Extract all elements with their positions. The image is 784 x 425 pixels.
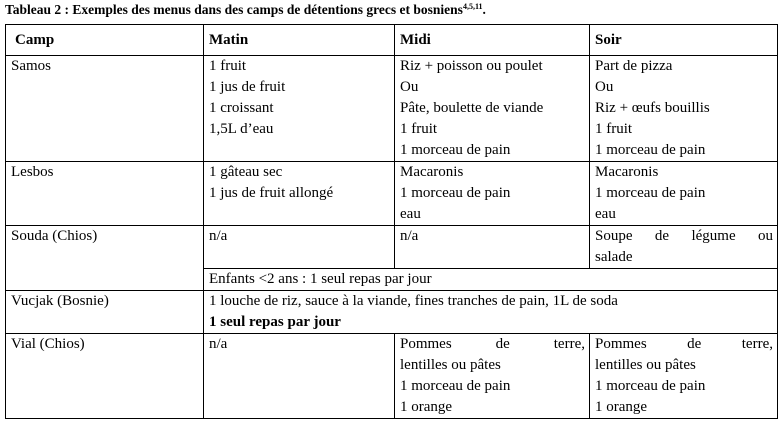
samos-midi-line: Ou <box>400 79 419 95</box>
lesbos-soir-line: Macaronis <box>595 164 659 180</box>
header-camp: Camp <box>6 25 204 56</box>
souda-soir-line: salade <box>595 249 633 265</box>
lesbos-matin-line: 1 gâteau sec <box>209 164 283 180</box>
samos-soir-line: Part de pizza <box>595 58 673 74</box>
samos-soir-line: Riz + œufs bouillis <box>595 100 710 116</box>
vucjak-menu-note: 1 seul repas par jour <box>209 314 341 330</box>
souda-note: Enfants <2 ans : 1 seul repas par jour <box>204 269 778 291</box>
table-row <box>6 291 778 334</box>
header-soir: Soir <box>590 25 778 56</box>
caption-period: . <box>482 2 486 17</box>
camp-souda: Souda (Chios) <box>6 226 204 291</box>
table-row <box>6 226 778 269</box>
vial-midi-line: 1 morceau de pain <box>400 378 511 394</box>
vial-midi-line: lentilles ou pâtes <box>400 357 501 373</box>
vial-soir-line: Pommes de terre, <box>595 336 773 352</box>
caption-text: Tableau 2 : Exemples des menus dans des camps de détentions grecs et bosniens <box>5 2 463 17</box>
header-matin: Matin <box>204 25 395 56</box>
souda-soir-line: Soupe de légume ou <box>595 228 773 244</box>
camp-lesbos: Lesbos <box>6 162 204 226</box>
header-row <box>6 25 778 56</box>
vial-midi-line: Pommes de terre, <box>400 336 585 352</box>
samos-midi-line: Pâte, boulette de viande <box>400 100 544 116</box>
vial-matin: n/a <box>204 334 395 419</box>
samos-matin <box>204 56 395 162</box>
souda-soir <box>590 226 778 269</box>
header-midi: Midi <box>395 25 590 56</box>
samos-soir-line: 1 morceau de pain <box>595 142 706 158</box>
lesbos-midi <box>395 162 590 226</box>
vucjak-menu-line: 1 louche de riz, sauce à la viande, fines tranches de pain, 1L de soda <box>209 293 618 309</box>
vucjak-menu <box>204 291 778 334</box>
vial-midi <box>395 334 590 419</box>
samos-midi-line: 1 morceau de pain <box>400 142 511 158</box>
lesbos-matin <box>204 162 395 226</box>
samos-soir <box>590 56 778 162</box>
camp-samos: Samos <box>6 56 204 162</box>
vial-soir-line: 1 orange <box>595 399 648 415</box>
samos-soir-line: Ou <box>595 79 614 95</box>
table-row <box>6 56 778 162</box>
lesbos-midi-line: eau <box>400 206 421 222</box>
samos-soir-line: 1 fruit <box>595 121 633 137</box>
lesbos-soir <box>590 162 778 226</box>
samos-matin-line: 1 croissant <box>209 100 274 116</box>
samos-matin-line: 1 jus de fruit <box>209 79 286 95</box>
souda-midi: n/a <box>395 226 590 269</box>
samos-midi <box>395 56 590 162</box>
lesbos-midi-line: 1 morceau de pain <box>400 185 511 201</box>
samos-midi-line: Riz + poisson ou poulet <box>400 58 543 74</box>
lesbos-soir-line: 1 morceau de pain <box>595 185 706 201</box>
camp-vucjak: Vucjak (Bosnie) <box>6 291 204 334</box>
vial-soir-line: lentilles ou pâtes <box>595 357 696 373</box>
lesbos-matin-line: 1 jus de fruit allongé <box>209 185 334 201</box>
vial-midi-line: 1 orange <box>400 399 453 415</box>
souda-matin: n/a <box>204 226 395 269</box>
vial-soir-line: 1 morceau de pain <box>595 378 706 394</box>
samos-matin-line: 1 fruit <box>209 58 247 74</box>
vial-soir <box>590 334 778 419</box>
lesbos-midi-line: Macaronis <box>400 164 464 180</box>
table-row <box>6 334 778 419</box>
camp-vial: Vial (Chios) <box>6 334 204 419</box>
samos-matin-line: 1,5L d’eau <box>209 121 274 137</box>
menus-table <box>5 24 778 419</box>
table-row <box>6 162 778 226</box>
caption-references: 4,5,11 <box>462 2 483 11</box>
table-caption <box>5 2 486 18</box>
lesbos-soir-line: eau <box>595 206 616 222</box>
samos-midi-line: 1 fruit <box>400 121 438 137</box>
